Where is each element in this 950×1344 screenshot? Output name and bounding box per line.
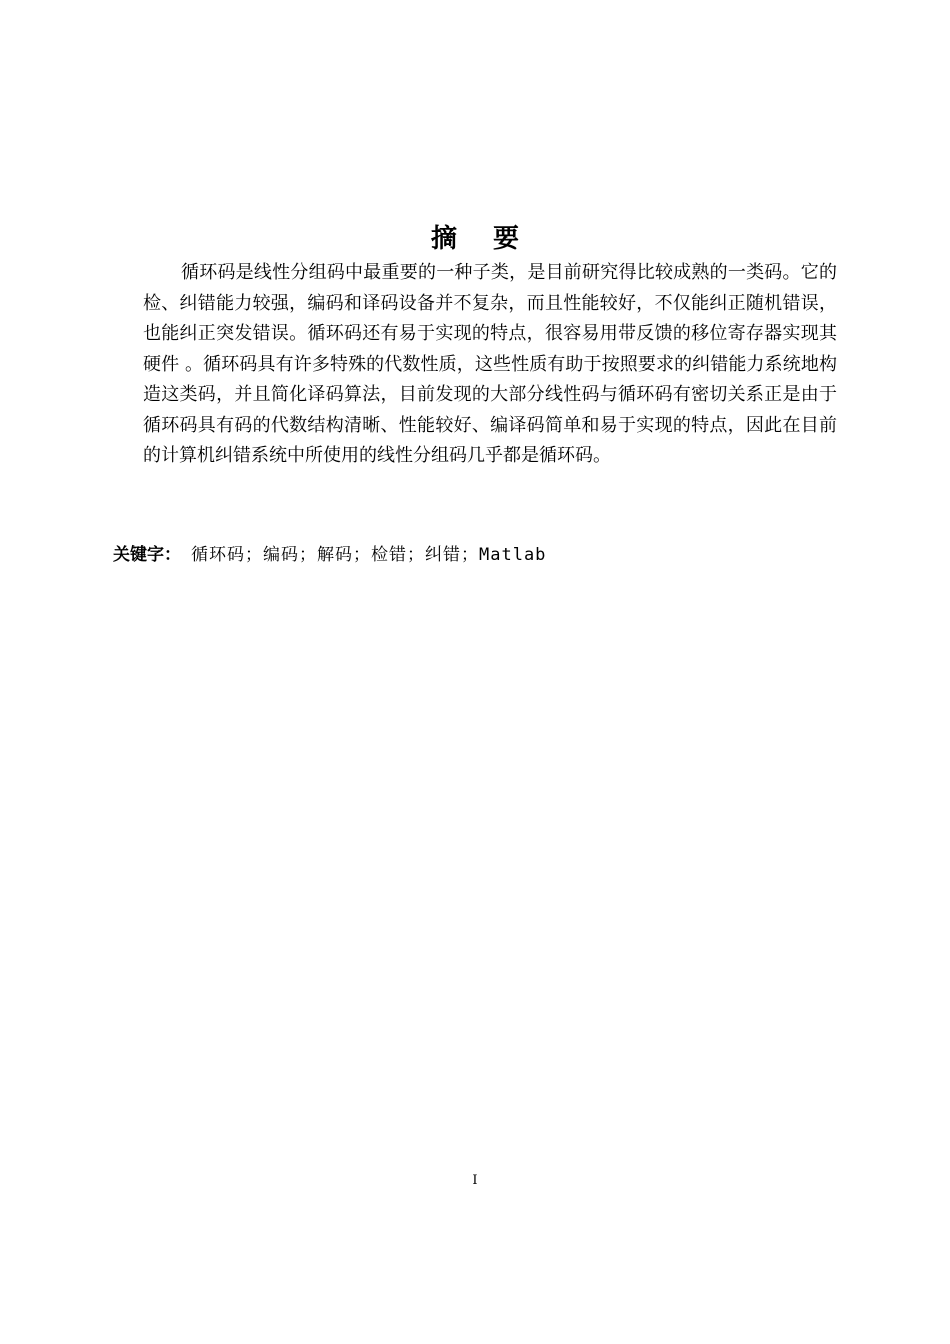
abstract-paragraph: 循环码是线性分组码中最重要的一种子类，是目前研究得比较成熟的一类码。它的检、纠错能力较强，编码和译码设备并不复杂，而且性能较好，不仅能纠正随机错误，也能纠正突发错误。循环码还有易于实现的特点，很容易用带反馈的移位寄存器实现其硬件 。循环码具有许多特殊的代数性质，这些性质有助于按照要求的纠错能力系统地构造这类码，并且简化译码算法，目前发现的大部分线性码与循环码有密切关系正是由于循环码具有码的代数结构清晰、性能较好、编译码简单和易于实现的特点，因此在目前的计算机纠错系统中所使用的线性分组码几乎都是循环码。 (143, 262, 837, 466)
keywords-label: 关键字： (113, 545, 181, 565)
keywords-line (113, 541, 546, 569)
abstract-title: 摘要 (430, 224, 555, 254)
page-number: I (472, 1173, 478, 1188)
keywords-list: 循环码；编码；解码；检错；纠错；Matlab (191, 545, 547, 565)
